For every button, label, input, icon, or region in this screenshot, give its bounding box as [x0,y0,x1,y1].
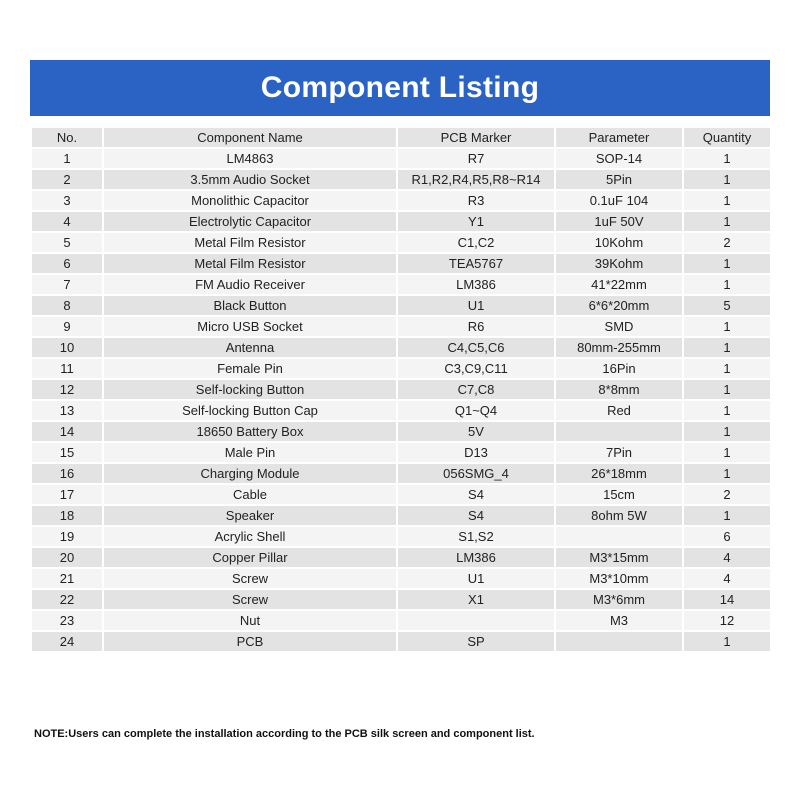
table-row [32,380,770,399]
cell-no: 19 [32,527,102,546]
cell-parameter: 8ohm 5W [556,506,682,525]
cell-no: 20 [32,548,102,567]
cell-no: 24 [32,632,102,651]
table-row [32,212,770,231]
cell-component-name: Cable [104,485,396,504]
title-banner [30,60,770,116]
cell-parameter: 26*18mm [556,464,682,483]
cell-parameter: 16Pin [556,359,682,378]
cell-parameter: M3*15mm [556,548,682,567]
cell-quantity: 1 [684,149,770,168]
cell-component-name: 18650 Battery Box [104,422,396,441]
cell-no: 18 [32,506,102,525]
cell-pcb-marker: TEA5767 [398,254,554,273]
cell-pcb-marker: C7,C8 [398,380,554,399]
cell-pcb-marker: R7 [398,149,554,168]
cell-quantity: 1 [684,632,770,651]
cell-quantity: 2 [684,233,770,252]
cell-parameter [556,527,682,546]
cell-quantity: 1 [684,275,770,294]
cell-component-name: Charging Module [104,464,396,483]
cell-parameter: 15cm [556,485,682,504]
table-row [32,170,770,189]
cell-pcb-marker: Q1~Q4 [398,401,554,420]
cell-pcb-marker: LM386 [398,275,554,294]
cell-no: 10 [32,338,102,357]
cell-no: 13 [32,401,102,420]
cell-parameter: 41*22mm [556,275,682,294]
table-row [32,317,770,336]
cell-parameter: 7Pin [556,443,682,462]
cell-pcb-marker [398,611,554,630]
cell-pcb-marker: 056SMG_4 [398,464,554,483]
cell-pcb-marker: D13 [398,443,554,462]
table-row [32,149,770,168]
table-row [32,401,770,420]
component-table [30,126,772,653]
cell-component-name: Metal Film Resistor [104,233,396,252]
table-body [32,149,770,651]
cell-parameter: 10Kohm [556,233,682,252]
table-row [32,611,770,630]
table-row [32,464,770,483]
cell-no: 23 [32,611,102,630]
column-header-no: No. [32,128,102,147]
cell-no: 14 [32,422,102,441]
cell-pcb-marker: Y1 [398,212,554,231]
cell-parameter: 0.1uF 104 [556,191,682,210]
cell-pcb-marker: R1,R2,R4,R5,R8~R14 [398,170,554,189]
cell-pcb-marker: C1,C2 [398,233,554,252]
cell-no: 12 [32,380,102,399]
cell-quantity: 1 [684,422,770,441]
table-row [32,443,770,462]
cell-no: 5 [32,233,102,252]
table-row [32,296,770,315]
cell-parameter: 8*8mm [556,380,682,399]
cell-quantity: 4 [684,569,770,588]
cell-parameter: 6*6*20mm [556,296,682,315]
installation-note: NOTE:Users can complete the installation according to the PCB silk screen and component list. [34,728,535,740]
table-row [32,233,770,252]
cell-parameter [556,632,682,651]
cell-component-name: Self-locking Button Cap [104,401,396,420]
cell-component-name: Screw [104,569,396,588]
cell-component-name: Metal Film Resistor [104,254,396,273]
cell-no: 17 [32,485,102,504]
cell-no: 1 [32,149,102,168]
cell-no: 7 [32,275,102,294]
cell-quantity: 1 [684,380,770,399]
cell-no: 11 [32,359,102,378]
cell-pcb-marker: U1 [398,569,554,588]
column-header-parameter: Parameter [556,128,682,147]
cell-pcb-marker: R3 [398,191,554,210]
table-row [32,275,770,294]
table-row [32,548,770,567]
cell-no: 3 [32,191,102,210]
cell-component-name: Acrylic Shell [104,527,396,546]
cell-component-name: Copper Pillar [104,548,396,567]
cell-quantity: 1 [684,317,770,336]
cell-parameter: M3 [556,611,682,630]
cell-component-name: PCB [104,632,396,651]
cell-component-name: Female Pin [104,359,396,378]
cell-parameter: 80mm-255mm [556,338,682,357]
cell-component-name: Electrolytic Capacitor [104,212,396,231]
table-header-row [32,128,770,147]
cell-pcb-marker: 5V [398,422,554,441]
cell-pcb-marker: C4,C5,C6 [398,338,554,357]
cell-quantity: 12 [684,611,770,630]
table-row [32,422,770,441]
cell-quantity: 1 [684,212,770,231]
cell-no: 15 [32,443,102,462]
table-row [32,338,770,357]
cell-component-name: Speaker [104,506,396,525]
cell-quantity: 1 [684,170,770,189]
cell-quantity: 1 [684,443,770,462]
cell-component-name: Male Pin [104,443,396,462]
cell-pcb-marker: R6 [398,317,554,336]
cell-pcb-marker: S1,S2 [398,527,554,546]
table-row [32,632,770,651]
cell-parameter: M3*10mm [556,569,682,588]
cell-quantity: 1 [684,254,770,273]
column-header-pcb-marker: PCB Marker [398,128,554,147]
cell-parameter: 39Kohm [556,254,682,273]
table-row [32,527,770,546]
cell-pcb-marker: C3,C9,C11 [398,359,554,378]
cell-component-name: LM4863 [104,149,396,168]
cell-quantity: 1 [684,506,770,525]
cell-component-name: Micro USB Socket [104,317,396,336]
cell-quantity: 1 [684,464,770,483]
cell-no: 6 [32,254,102,273]
cell-no: 9 [32,317,102,336]
cell-quantity: 1 [684,401,770,420]
cell-component-name: Antenna [104,338,396,357]
cell-pcb-marker: X1 [398,590,554,609]
cell-no: 16 [32,464,102,483]
cell-quantity: 4 [684,548,770,567]
cell-no: 22 [32,590,102,609]
cell-component-name: Black Button [104,296,396,315]
cell-quantity: 2 [684,485,770,504]
table-row [32,506,770,525]
cell-component-name: Self-locking Button [104,380,396,399]
cell-quantity: 14 [684,590,770,609]
page-title: Component Listing [260,71,540,104]
cell-component-name: 3.5mm Audio Socket [104,170,396,189]
table-row [32,359,770,378]
cell-component-name: FM Audio Receiver [104,275,396,294]
cell-quantity: 1 [684,338,770,357]
column-header-component-name: Component Name [104,128,396,147]
table-row [32,485,770,504]
cell-no: 8 [32,296,102,315]
cell-quantity: 1 [684,191,770,210]
cell-parameter: 1uF 50V [556,212,682,231]
cell-pcb-marker: LM386 [398,548,554,567]
table-row [32,590,770,609]
table-row [32,569,770,588]
column-header-quantity: Quantity [684,128,770,147]
cell-no: 2 [32,170,102,189]
cell-parameter: SOP-14 [556,149,682,168]
cell-pcb-marker: U1 [398,296,554,315]
cell-parameter: Red [556,401,682,420]
cell-parameter: M3*6mm [556,590,682,609]
cell-component-name: Screw [104,590,396,609]
cell-pcb-marker: S4 [398,506,554,525]
cell-no: 4 [32,212,102,231]
table-row [32,191,770,210]
cell-pcb-marker: SP [398,632,554,651]
cell-parameter: 5Pin [556,170,682,189]
cell-parameter [556,422,682,441]
cell-quantity: 5 [684,296,770,315]
cell-quantity: 1 [684,359,770,378]
cell-pcb-marker: S4 [398,485,554,504]
cell-parameter: SMD [556,317,682,336]
cell-no: 21 [32,569,102,588]
cell-component-name: Monolithic Capacitor [104,191,396,210]
cell-quantity: 6 [684,527,770,546]
cell-component-name: Nut [104,611,396,630]
table-row [32,254,770,273]
